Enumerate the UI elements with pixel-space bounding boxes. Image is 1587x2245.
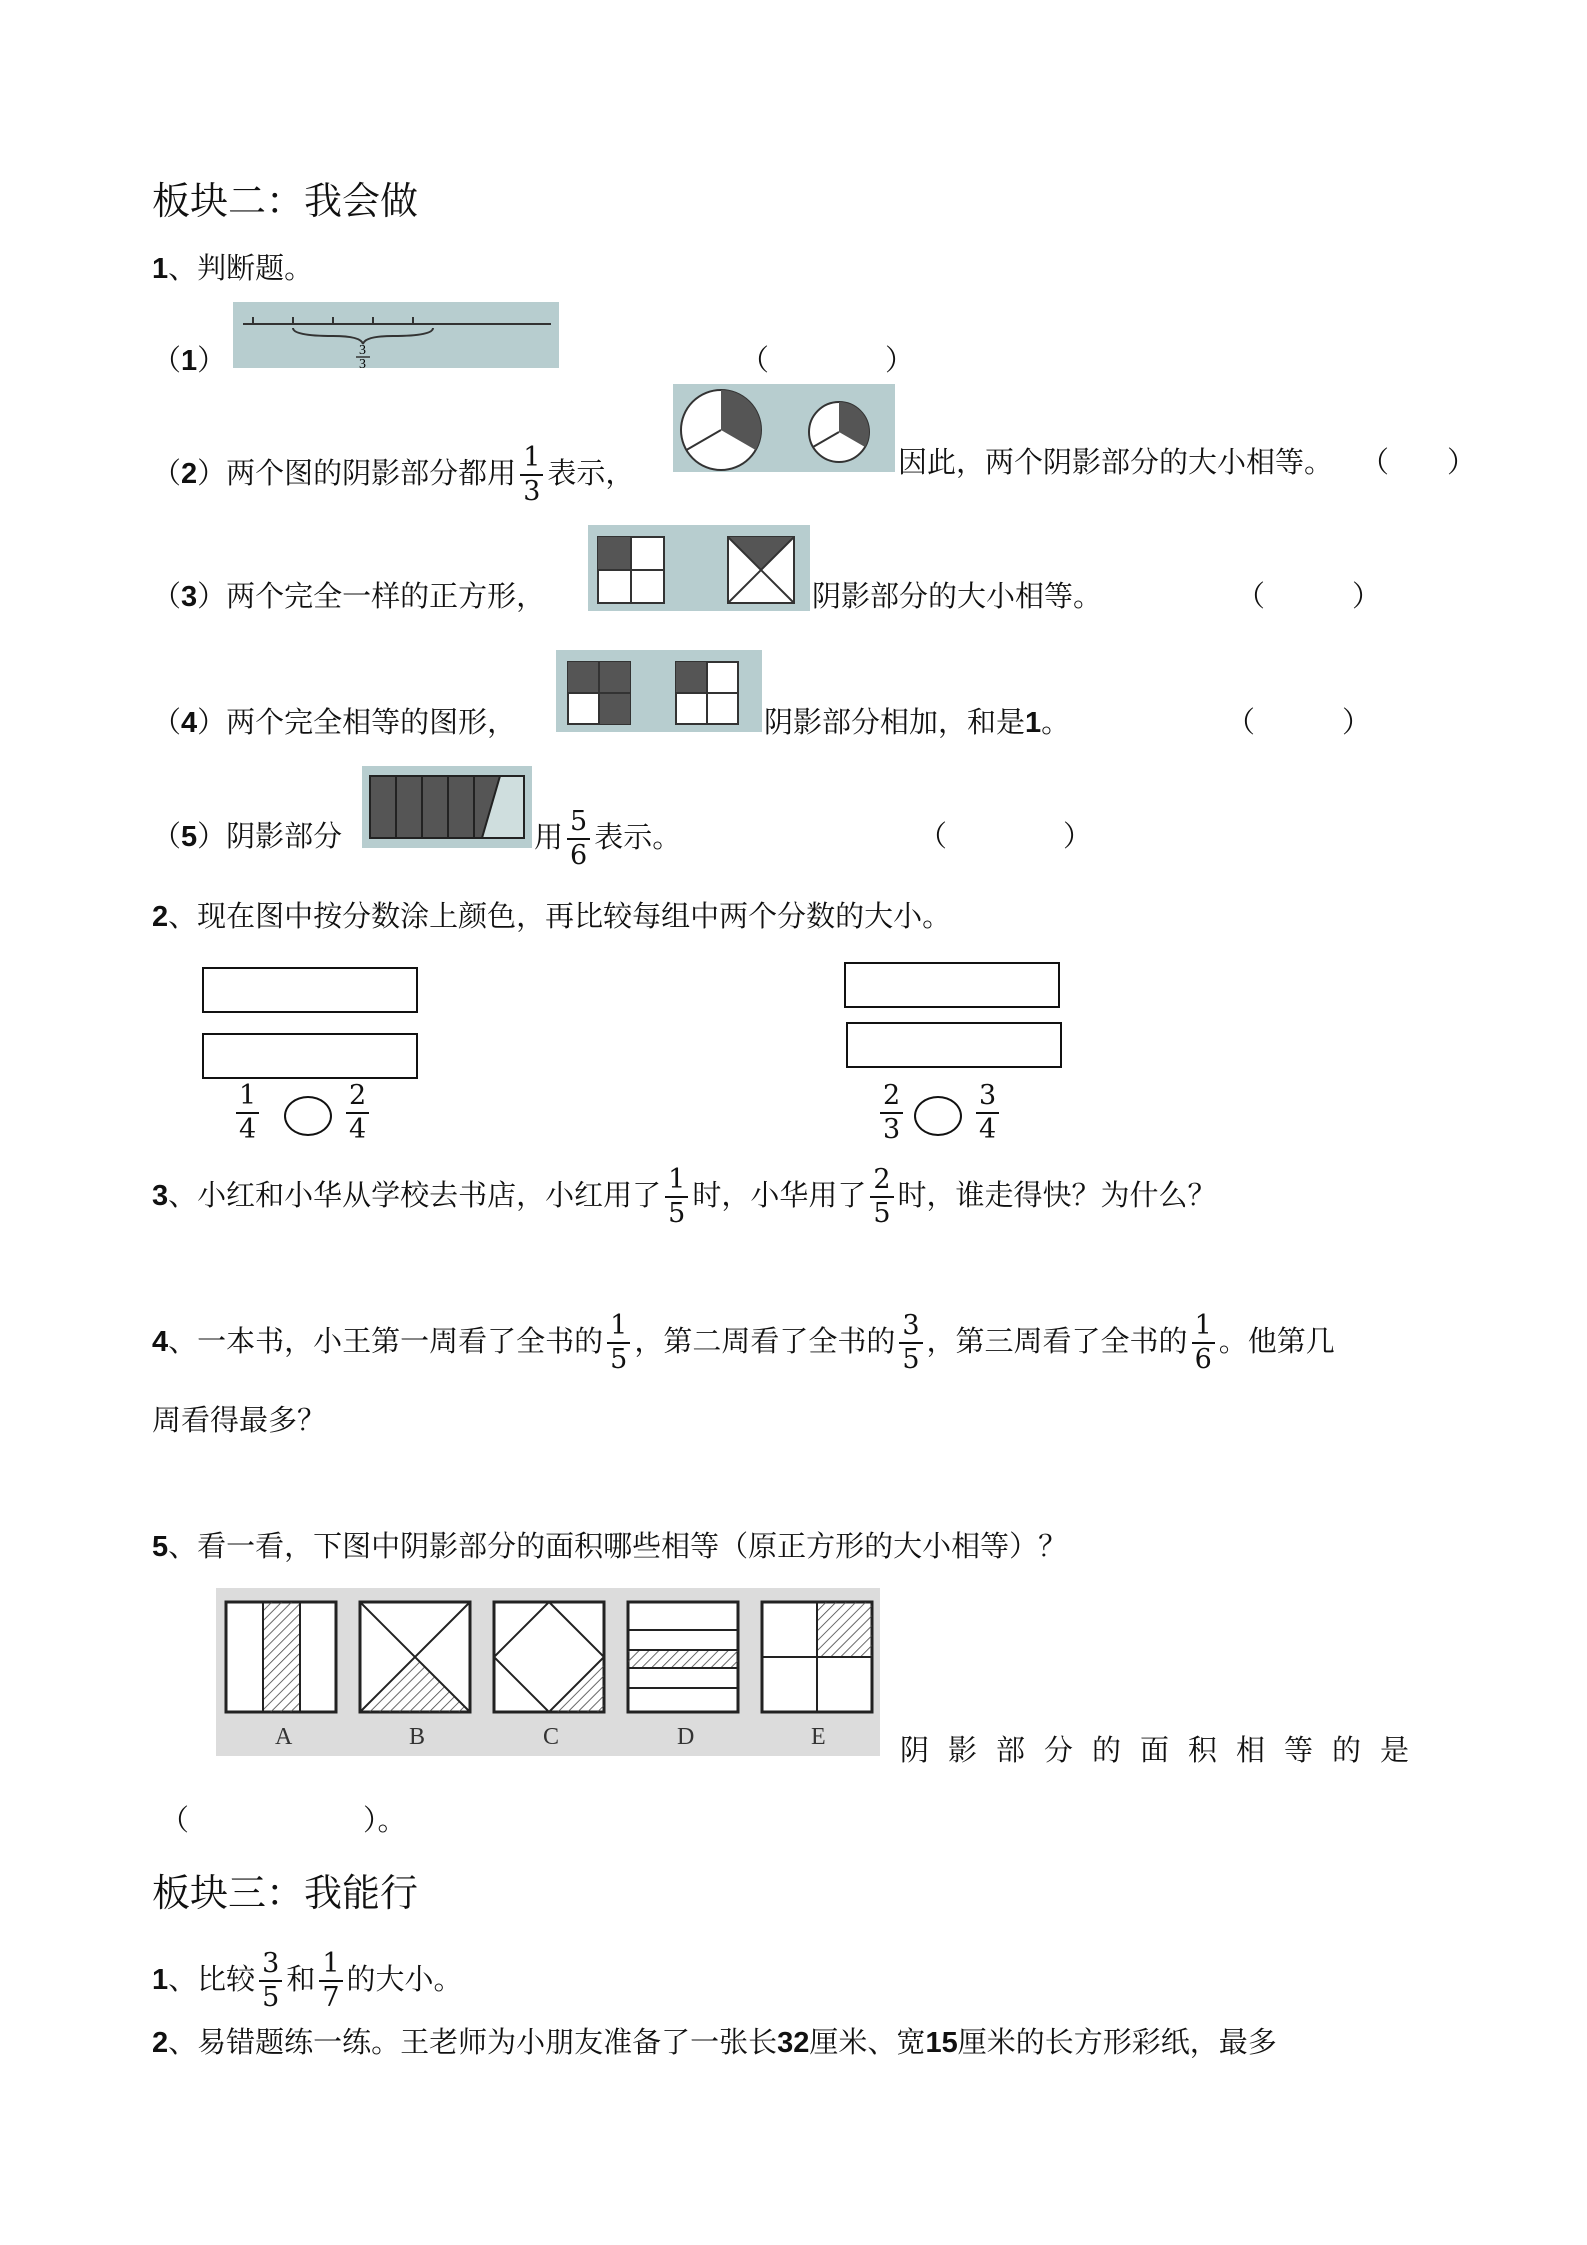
q3-text-c: 时，谁走得快？为什么？ [897,1178,1217,1212]
two-circles-figure [673,384,895,472]
q1-item-5-fraction [567,806,590,872]
q1-item-3-text-b: 阴影部分的大小相等。 [812,579,1103,613]
q1-item-5-text-b-wrap [534,806,681,872]
s3-q2-text-b: 厘米、宽 [809,2025,926,2059]
figure-label-c: C [543,1724,560,1750]
q2-right-bar-2[interactable] [846,1022,1062,1068]
q3-f1-den: 5 [668,1198,686,1229]
q4-fraction-1 [607,1310,630,1376]
q4-f1-num: 1 [607,1310,630,1344]
q2-header [152,896,951,937]
q1-item-2-fraction [520,442,543,508]
number-line-fraction-den: 3 [359,357,366,368]
q2-left-b-num: 2 [346,1080,369,1114]
q2-left-bar-1[interactable] [202,967,418,1013]
q1-item-5-frac-den: 6 [570,840,588,871]
q2-right-b-den: 4 [979,1114,997,1145]
q3-f1-num: 1 [665,1164,688,1198]
q1-item-5-frac-num: 5 [567,806,590,840]
q4-text-b: ，第二周看了全书的 [634,1324,896,1358]
s3-q1-f1-den: 5 [262,1982,280,2013]
s3-q1-fraction-2 [319,1948,342,2014]
q3-f2-den: 5 [873,1198,891,1229]
s3-q2-length: 32 [777,2027,810,2059]
two-grid-squares-figure [556,650,762,732]
q2-right-bar-1[interactable] [844,962,1060,1008]
q1-item-2-frac-den: 3 [523,476,541,507]
q4-text-d: 。他第几 [1218,1324,1335,1358]
q1-header [152,248,313,289]
q2-left-compare-circle[interactable] [284,1096,332,1136]
q1-item-4-number: 4 [181,707,198,739]
q4-text-c: ，第三周看了全书的 [926,1324,1188,1358]
q1-item-4-text-b: 阴影部分相加，和是 [764,705,1026,739]
q1-item-2-frac-num: 1 [520,442,543,476]
five-squares-figure [216,1588,880,1756]
q5-text: 、看一看，下图中阴影部分的面积哪些相等（原正方形的大小相等）？ [168,1529,1068,1563]
figure-label-d: D [677,1724,695,1750]
q1-item-5-text-b: 用 [534,820,564,854]
q3 [152,1164,1217,1230]
q2-left-fraction-a [236,1080,259,1146]
q1-item-5-text-a: 阴影部分 [226,819,343,853]
q2-left-a-den: 4 [239,1114,257,1145]
q1-item-4: （4）两个完全相等的图形， [152,705,517,739]
q4-number: 4 [152,1326,169,1358]
q1-item-1-number: 1 [181,345,198,377]
s3-q1-text-a: 、比较 [168,1962,256,1996]
q2-right-compare-circle[interactable] [914,1096,962,1136]
q4-line-1 [152,1310,1335,1376]
q3-text-a: 、小红和小华从学校去书店，小红用了 [168,1178,662,1212]
q3-fraction-1 [665,1164,688,1230]
figure-label-b: B [409,1724,426,1750]
q4-fraction-2 [899,1310,922,1376]
q4-fraction-3 [1192,1310,1215,1376]
section3-title: 板块三：我能行 [152,1871,419,1915]
number-line-figure [233,302,559,368]
q3-f2-num: 2 [870,1164,893,1198]
figure-label-e: E [811,1724,826,1750]
bar-strip-figure [362,766,532,848]
q1-item-5: （5）阴影部分 [152,819,343,853]
q3-number: 3 [152,1180,169,1212]
q1-item-2-text-b: 表示， [547,456,635,490]
s3-q1-number: 1 [152,1964,169,1996]
s3-q2-number: 2 [152,2027,169,2059]
q2-right-a-num: 2 [880,1080,903,1114]
q1-item-1-blank[interactable]: （ ） [740,343,915,377]
q2-right-fraction-b [976,1080,999,1146]
q1-item-4-end: 。 [1041,705,1071,739]
q5-answer-blank[interactable]: （ ）。 [160,1803,407,1837]
figure-label-a: A [275,1724,293,1750]
s3-q1-fraction-1 [259,1948,282,2014]
q1-item-2-number: 2 [181,458,198,490]
q5-number: 5 [152,1531,169,1563]
q2-left-fraction-b [346,1080,369,1146]
s3-q2-width: 15 [925,2027,958,2059]
q2-number: 2 [152,901,169,933]
q4-text-a: 、一本书，小王第一周看了全书的 [168,1324,604,1358]
q2-right-a-den: 3 [883,1114,901,1145]
q1-item-5-text-c: 表示。 [594,820,682,854]
q2-right-b-num: 3 [976,1080,999,1114]
q1-item-5-number: 5 [181,821,198,853]
q4-f3-den: 6 [1194,1344,1212,1375]
q1-item-2-text-a: 两个图的阴影部分都用 [226,456,517,490]
s3-q1 [152,1948,463,2014]
q1-item-4-blank[interactable]: （ ） [1226,705,1372,739]
q1-item-5-blank[interactable]: （ ） [918,819,1093,853]
q1-item-4-text-a: 两个完全相等的图形， [226,705,517,739]
s3-q2-text-a: 、易错题练一练。王老师为小朋友准备了一张长 [168,2025,778,2059]
q4-f2-num: 3 [899,1310,922,1344]
q2-left-bar-2[interactable] [202,1033,418,1079]
q1-item-3-blank[interactable]: （ ） [1236,579,1382,613]
q3-fraction-2 [870,1164,893,1230]
s3-q2-text-c: 厘米的长方形彩纸，最多 [957,2025,1277,2059]
two-squares-figure [588,525,810,611]
q1-item-2-text-c: 因此，两个阴影部分的大小相等。 [898,445,1334,479]
s3-q1-f2-num: 1 [319,1948,342,1982]
q5-header [152,1526,1067,1567]
q2-left-b-den: 4 [349,1114,367,1145]
q1-item-4-text-b-wrap [764,702,1070,743]
q1-item-1: （1） [152,343,227,377]
q2-right-fraction-a [880,1080,903,1146]
q1-item-4-one: 1 [1025,707,1042,739]
q1-item-3-text-a: 两个完全一样的正方形， [226,579,546,613]
q1-text: 、判断题。 [168,251,314,285]
q2-text: 、现在图中按分数涂上颜色，再比较每组中两个分数的大小。 [168,899,952,933]
q4-f3-num: 1 [1192,1310,1215,1344]
q1-item-3-number: 3 [181,581,198,613]
section2-title: 板块二：我会做 [152,179,419,223]
s3-q2 [152,2022,1277,2063]
q1-number: 1 [152,253,169,285]
s3-q1-f1-num: 3 [259,1948,282,1982]
q2-left-a-num: 1 [236,1080,259,1114]
q5-answer-text: 阴影部分的面积相等的是 [900,1733,1429,1767]
q4-line-2: 周看得最多？ [152,1403,327,1437]
q3-text-b: 时，小华用了 [692,1178,867,1212]
q1-item-2: （2）两个图的阴影部分都用 $\frac{1}{3}$ 表示， [152,442,635,507]
q1-item-2-blank[interactable]: （ ） [1360,445,1477,479]
q1-item-3: （3）两个完全一样的正方形， [152,579,546,613]
q4-f2-den: 5 [902,1344,920,1375]
s3-q1-f2-den: 7 [322,1982,340,2013]
q4-f1-den: 5 [610,1344,628,1375]
number-line-fraction-num: 3 [359,343,366,358]
s3-q1-text-c: 的大小。 [346,1962,463,1996]
s3-q1-text-b: 和 [286,1962,316,1996]
